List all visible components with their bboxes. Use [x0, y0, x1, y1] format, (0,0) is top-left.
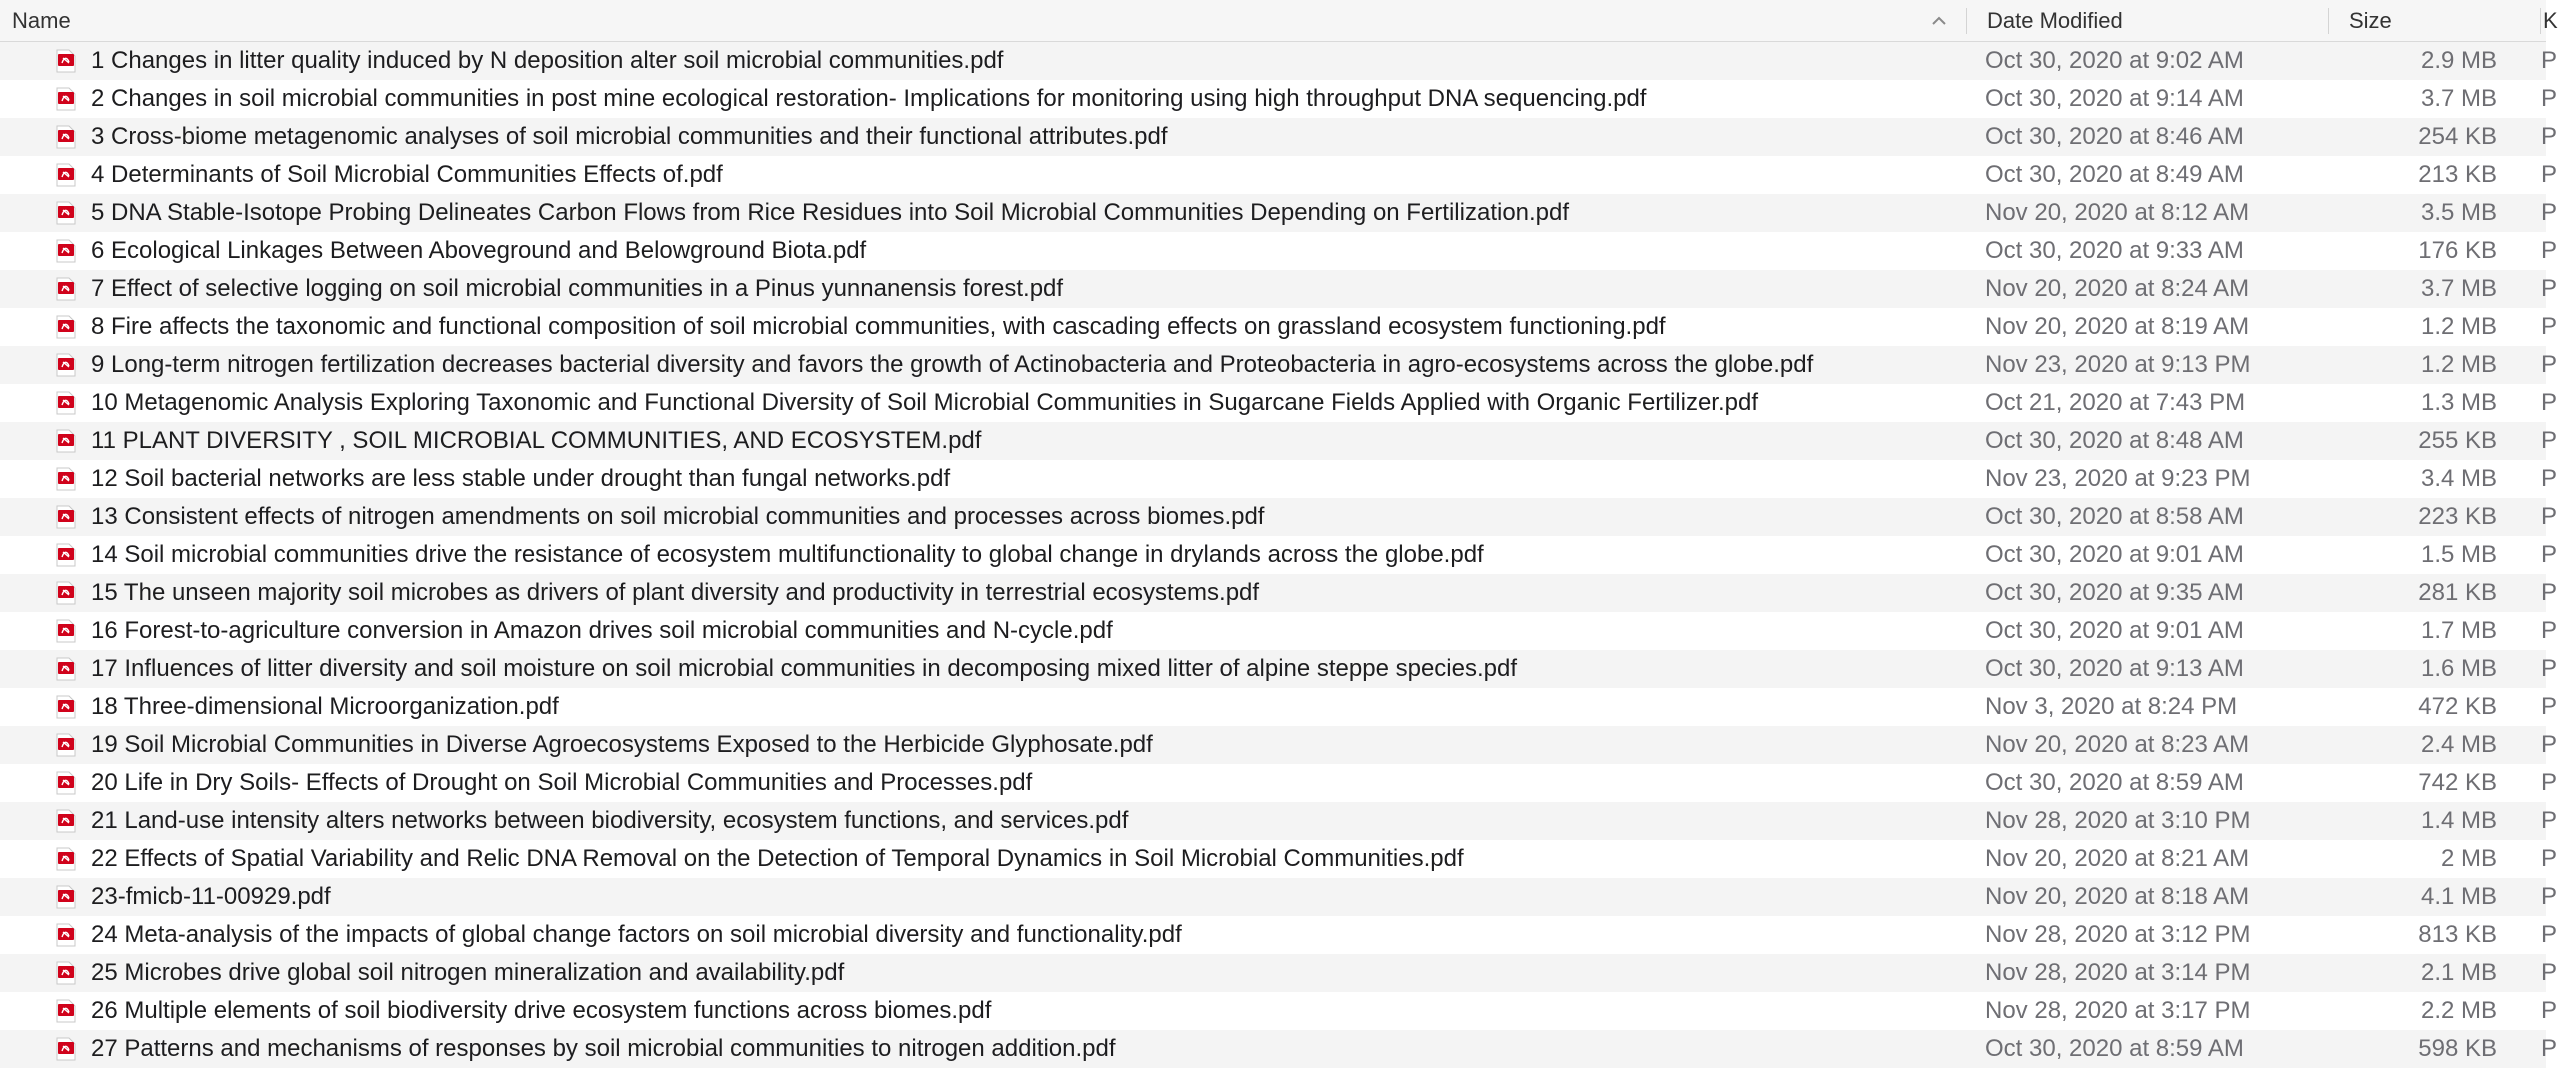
file-name: 8 Fire affects the taxonomic and functional composition of soil microbial communities, with cascading effects on grassland ecosystem functioning.pdf [91, 313, 1666, 340]
file-size: 281 KB [2418, 579, 2497, 606]
file-date-modified: Nov 28, 2020 at 3:14 PM [1985, 959, 2251, 986]
pdf-file-icon [56, 619, 76, 643]
pdf-file-icon [56, 847, 76, 871]
pdf-file-icon [56, 87, 76, 111]
file-row[interactable] [0, 612, 2558, 650]
file-size: 1.2 MB [2420, 351, 2497, 378]
file-size: 1.3 MB [2420, 389, 2497, 416]
column-header-date-modified[interactable]: Date Modified [1987, 8, 2123, 33]
file-size: 2.9 MB [2420, 47, 2497, 74]
file-kind: P [2541, 731, 2558, 758]
pdf-file-icon [56, 733, 76, 757]
file-size: 3.4 MB [2420, 465, 2497, 492]
file-date-modified: Oct 30, 2020 at 8:58 AM [1985, 503, 2244, 530]
file-date-modified: Oct 30, 2020 at 8:46 AM [1985, 123, 2244, 150]
file-size: 4.1 MB [2420, 883, 2497, 910]
file-name: 18 Three-dimensional Microorganization.pdf [91, 693, 559, 720]
file-name: 2 Changes in soil microbial communities in post mine ecological restoration- Implications for monitoring using high throughput DNA sequencing.pdf [91, 85, 1647, 112]
file-name: 14 Soil microbial communities drive the resistance of ecosystem multifunctionality to global change in drylands across the globe.pdf [91, 541, 1484, 568]
pdf-file-icon [56, 429, 76, 453]
file-name: 17 Influences of litter diversity and soil moisture on soil microbial communities in decomposing mixed litter of alpine steppe species.pdf [91, 655, 1518, 682]
file-row[interactable] [0, 384, 2558, 422]
file-kind: P [2541, 123, 2558, 150]
file-kind: P [2541, 47, 2558, 74]
file-row[interactable] [0, 802, 2558, 840]
file-name: 7 Effect of selective logging on soil microbial communities in a Pinus yunnanensis forest.pdf [91, 275, 1064, 302]
pdf-file-icon [56, 201, 76, 225]
file-size: 254 KB [2418, 123, 2497, 150]
file-row[interactable] [0, 764, 2558, 802]
file-size: 3.5 MB [2420, 199, 2497, 226]
file-kind: P [2541, 465, 2558, 492]
file-size: 213 KB [2418, 161, 2497, 188]
file-date-modified: Oct 30, 2020 at 9:14 AM [1985, 85, 2244, 112]
file-date-modified: Oct 30, 2020 at 9:33 AM [1985, 237, 2244, 264]
file-row[interactable] [0, 992, 2558, 1030]
file-size: 255 KB [2418, 427, 2497, 454]
file-kind: P [2541, 845, 2558, 872]
file-size: 1.6 MB [2420, 655, 2497, 682]
column-header-bar [0, 0, 2558, 42]
pdf-file-icon [56, 49, 76, 73]
file-row[interactable] [0, 954, 2558, 992]
file-name: 27 Patterns and mechanisms of responses by soil microbial communities to nitrogen addition.pdf [91, 1035, 1116, 1062]
file-date-modified: Nov 20, 2020 at 8:23 AM [1985, 731, 2250, 758]
file-size: 598 KB [2418, 1035, 2497, 1062]
file-kind: P [2541, 997, 2558, 1024]
file-kind: P [2541, 883, 2558, 910]
file-size: 2.4 MB [2420, 731, 2497, 758]
file-row[interactable] [0, 840, 2558, 878]
pdf-file-icon [56, 961, 76, 985]
file-size: 223 KB [2418, 503, 2497, 530]
pdf-file-icon [56, 391, 76, 415]
file-size: 3.7 MB [2420, 275, 2497, 302]
file-kind: P [2541, 541, 2558, 568]
pdf-file-icon [56, 809, 76, 833]
file-date-modified: Oct 30, 2020 at 9:02 AM [1985, 47, 2244, 74]
file-date-modified: Oct 30, 2020 at 8:59 AM [1985, 1035, 2244, 1062]
pdf-file-icon [56, 695, 76, 719]
file-size: 472 KB [2418, 693, 2497, 720]
pdf-file-icon [56, 771, 76, 795]
file-size: 2 MB [2440, 845, 2497, 872]
file-size: 813 KB [2418, 921, 2497, 948]
pdf-file-icon [56, 239, 76, 263]
file-name: 10 Metagenomic Analysis Exploring Taxonomic and Functional Diversity of Soil Microbial Communities in Sugarcane Fields Applied with Organic Fertilizer.pdf [91, 389, 1758, 416]
file-kind: P [2541, 503, 2558, 530]
file-size: 1.7 MB [2420, 617, 2497, 644]
file-name: 22 Effects of Spatial Variability and Relic DNA Removal on the Detection of Temporal Dynamics in Soil Microbial Communities.pdf [91, 845, 1464, 872]
file-date-modified: Oct 30, 2020 at 8:49 AM [1985, 161, 2244, 188]
file-kind: P [2541, 617, 2558, 644]
file-name: 16 Forest-to-agriculture conversion in Amazon drives soil microbial communities and N-cycle.pdf [91, 617, 1113, 644]
file-row[interactable] [0, 460, 2558, 498]
file-size: 2.2 MB [2420, 997, 2497, 1024]
file-row[interactable] [0, 878, 2558, 916]
pdf-file-icon [56, 467, 76, 491]
file-row[interactable] [0, 726, 2558, 764]
file-name: 1 Changes in litter quality induced by N deposition alter soil microbial communities.pdf [91, 47, 1004, 74]
pdf-file-icon [56, 657, 76, 681]
file-date-modified: Nov 23, 2020 at 9:13 PM [1985, 351, 2251, 378]
file-size: 1.4 MB [2420, 807, 2497, 834]
file-name: 24 Meta-analysis of the impacts of global change factors on soil microbial diversity and functionality.pdf [91, 921, 1182, 948]
file-size: 2.1 MB [2420, 959, 2497, 986]
file-date-modified: Oct 30, 2020 at 8:48 AM [1985, 427, 2244, 454]
file-list [0, 42, 2558, 1068]
pdf-file-icon [56, 581, 76, 605]
pdf-file-icon [56, 163, 76, 187]
file-date-modified: Nov 20, 2020 at 8:18 AM [1985, 883, 2250, 910]
file-row[interactable] [0, 42, 2558, 80]
file-row[interactable] [0, 308, 2558, 346]
file-row[interactable] [0, 232, 2558, 270]
file-name: 21 Land-use intensity alters networks between biodiversity, ecosystem functions, and services.pdf [91, 807, 1129, 834]
file-name: 12 Soil bacterial networks are less stable under drought than fungal networks.pdf [91, 465, 951, 492]
file-name: 11 PLANT DIVERSITY , SOIL MICROBIAL COMMUNITIES, AND ECOSYSTEM.pdf [91, 427, 982, 454]
file-date-modified: Nov 23, 2020 at 9:23 PM [1985, 465, 2251, 492]
column-divider[interactable] [2540, 8, 2541, 34]
file-date-modified: Nov 20, 2020 at 8:21 AM [1985, 845, 2250, 872]
file-date-modified: Nov 20, 2020 at 8:12 AM [1985, 199, 2250, 226]
file-row[interactable] [0, 498, 2558, 536]
file-kind: P [2541, 959, 2558, 986]
file-row[interactable] [0, 118, 2558, 156]
file-date-modified: Nov 28, 2020 at 3:12 PM [1985, 921, 2251, 948]
column-header-size[interactable]: Size [2349, 8, 2392, 33]
file-kind: P [2541, 427, 2558, 454]
file-kind: P [2541, 275, 2558, 302]
file-row[interactable] [0, 80, 2558, 118]
file-date-modified: Oct 30, 2020 at 8:59 AM [1985, 769, 2244, 796]
file-date-modified: Oct 30, 2020 at 9:01 AM [1985, 617, 2244, 644]
file-row[interactable] [0, 688, 2558, 726]
file-kind: P [2541, 769, 2558, 796]
pdf-file-icon [56, 923, 76, 947]
pdf-file-icon [56, 543, 76, 567]
file-date-modified: Oct 30, 2020 at 9:01 AM [1985, 541, 2244, 568]
pdf-file-icon [56, 277, 76, 301]
column-header-kind[interactable]: K [2543, 8, 2558, 33]
file-name: 6 Ecological Linkages Between Aboveground and Belowground Biota.pdf [91, 237, 867, 264]
file-name: 26 Multiple elements of soil biodiversity drive ecosystem functions across biomes.pdf [91, 997, 992, 1024]
file-name: 20 Life in Dry Soils- Effects of Drought on Soil Microbial Communities and Processes.pdf [91, 769, 1033, 796]
pdf-file-icon [56, 999, 76, 1023]
pdf-file-icon [56, 1037, 76, 1061]
file-row[interactable] [0, 574, 2558, 612]
file-kind: P [2541, 313, 2558, 340]
file-kind: P [2541, 161, 2558, 188]
sort-ascending-icon[interactable] [1928, 10, 1950, 32]
file-name: 15 The unseen majority soil microbes as drivers of plant diversity and productivity in terrestrial ecosystems.pdf [91, 579, 1260, 606]
file-date-modified: Oct 30, 2020 at 9:35 AM [1985, 579, 2244, 606]
file-date-modified: Nov 28, 2020 at 3:10 PM [1985, 807, 2251, 834]
file-kind: P [2541, 351, 2558, 378]
file-name: 9 Long-term nitrogen fertilization decreases bacterial diversity and favors the growth of Actinobacteria and Proteobacteria in agro-ecosystems across the globe.pdf [91, 351, 1814, 378]
file-row[interactable] [0, 536, 2558, 574]
file-name: 13 Consistent effects of nitrogen amendments on soil microbial communities and processes across biomes.pdf [91, 503, 1265, 530]
pdf-file-icon [56, 505, 76, 529]
file-name: 23-fmicb-11-00929.pdf [91, 883, 331, 910]
file-row[interactable] [0, 156, 2558, 194]
file-name: 4 Determinants of Soil Microbial Communities Effects of.pdf [91, 161, 723, 188]
file-kind: P [2541, 693, 2558, 720]
file-kind: P [2541, 579, 2558, 606]
file-size: 176 KB [2418, 237, 2497, 264]
file-date-modified: Nov 20, 2020 at 8:24 AM [1985, 275, 2250, 302]
file-kind: P [2541, 199, 2558, 226]
file-date-modified: Nov 3, 2020 at 8:24 PM [1985, 693, 2238, 720]
file-date-modified: Oct 30, 2020 at 9:13 AM [1985, 655, 2244, 682]
file-kind: P [2541, 807, 2558, 834]
file-row[interactable] [0, 916, 2558, 954]
file-row[interactable] [0, 346, 2558, 384]
file-kind: P [2541, 655, 2558, 682]
file-date-modified: Nov 28, 2020 at 3:17 PM [1985, 997, 2251, 1024]
file-row[interactable] [0, 270, 2558, 308]
file-kind: P [2541, 85, 2558, 112]
file-name: 3 Cross-biome metagenomic analyses of soil microbial communities and their functional attributes.pdf [91, 123, 1168, 150]
file-kind: P [2541, 389, 2558, 416]
file-row[interactable] [0, 422, 2558, 460]
file-row[interactable] [0, 1030, 2558, 1068]
file-date-modified: Nov 20, 2020 at 8:19 AM [1985, 313, 2250, 340]
file-size: 742 KB [2418, 769, 2497, 796]
pdf-file-icon [56, 125, 76, 149]
file-size: 1.2 MB [2420, 313, 2497, 340]
pdf-file-icon [56, 315, 76, 339]
file-row[interactable] [0, 650, 2558, 688]
column-header-name[interactable]: Name [12, 8, 71, 33]
pdf-file-icon [56, 885, 76, 909]
file-name: 5 DNA Stable-Isotope Probing Delineates Carbon Flows from Rice Residues into Soil Microbial Communities Depending on Fertilization.pdf [91, 199, 1570, 226]
file-kind: P [2541, 921, 2558, 948]
file-date-modified: Oct 21, 2020 at 7:43 PM [1985, 389, 2246, 416]
file-kind: P [2541, 1035, 2558, 1062]
file-name: 25 Microbes drive global soil nitrogen mineralization and availability.pdf [91, 959, 845, 986]
file-kind: P [2541, 237, 2558, 264]
file-row[interactable] [0, 194, 2558, 232]
file-size: 3.7 MB [2420, 85, 2497, 112]
file-size: 1.5 MB [2420, 541, 2497, 568]
file-name: 19 Soil Microbial Communities in Diverse Agroecosystems Exposed to the Herbicide Glyphosate.pdf [91, 731, 1153, 758]
pdf-file-icon [56, 353, 76, 377]
